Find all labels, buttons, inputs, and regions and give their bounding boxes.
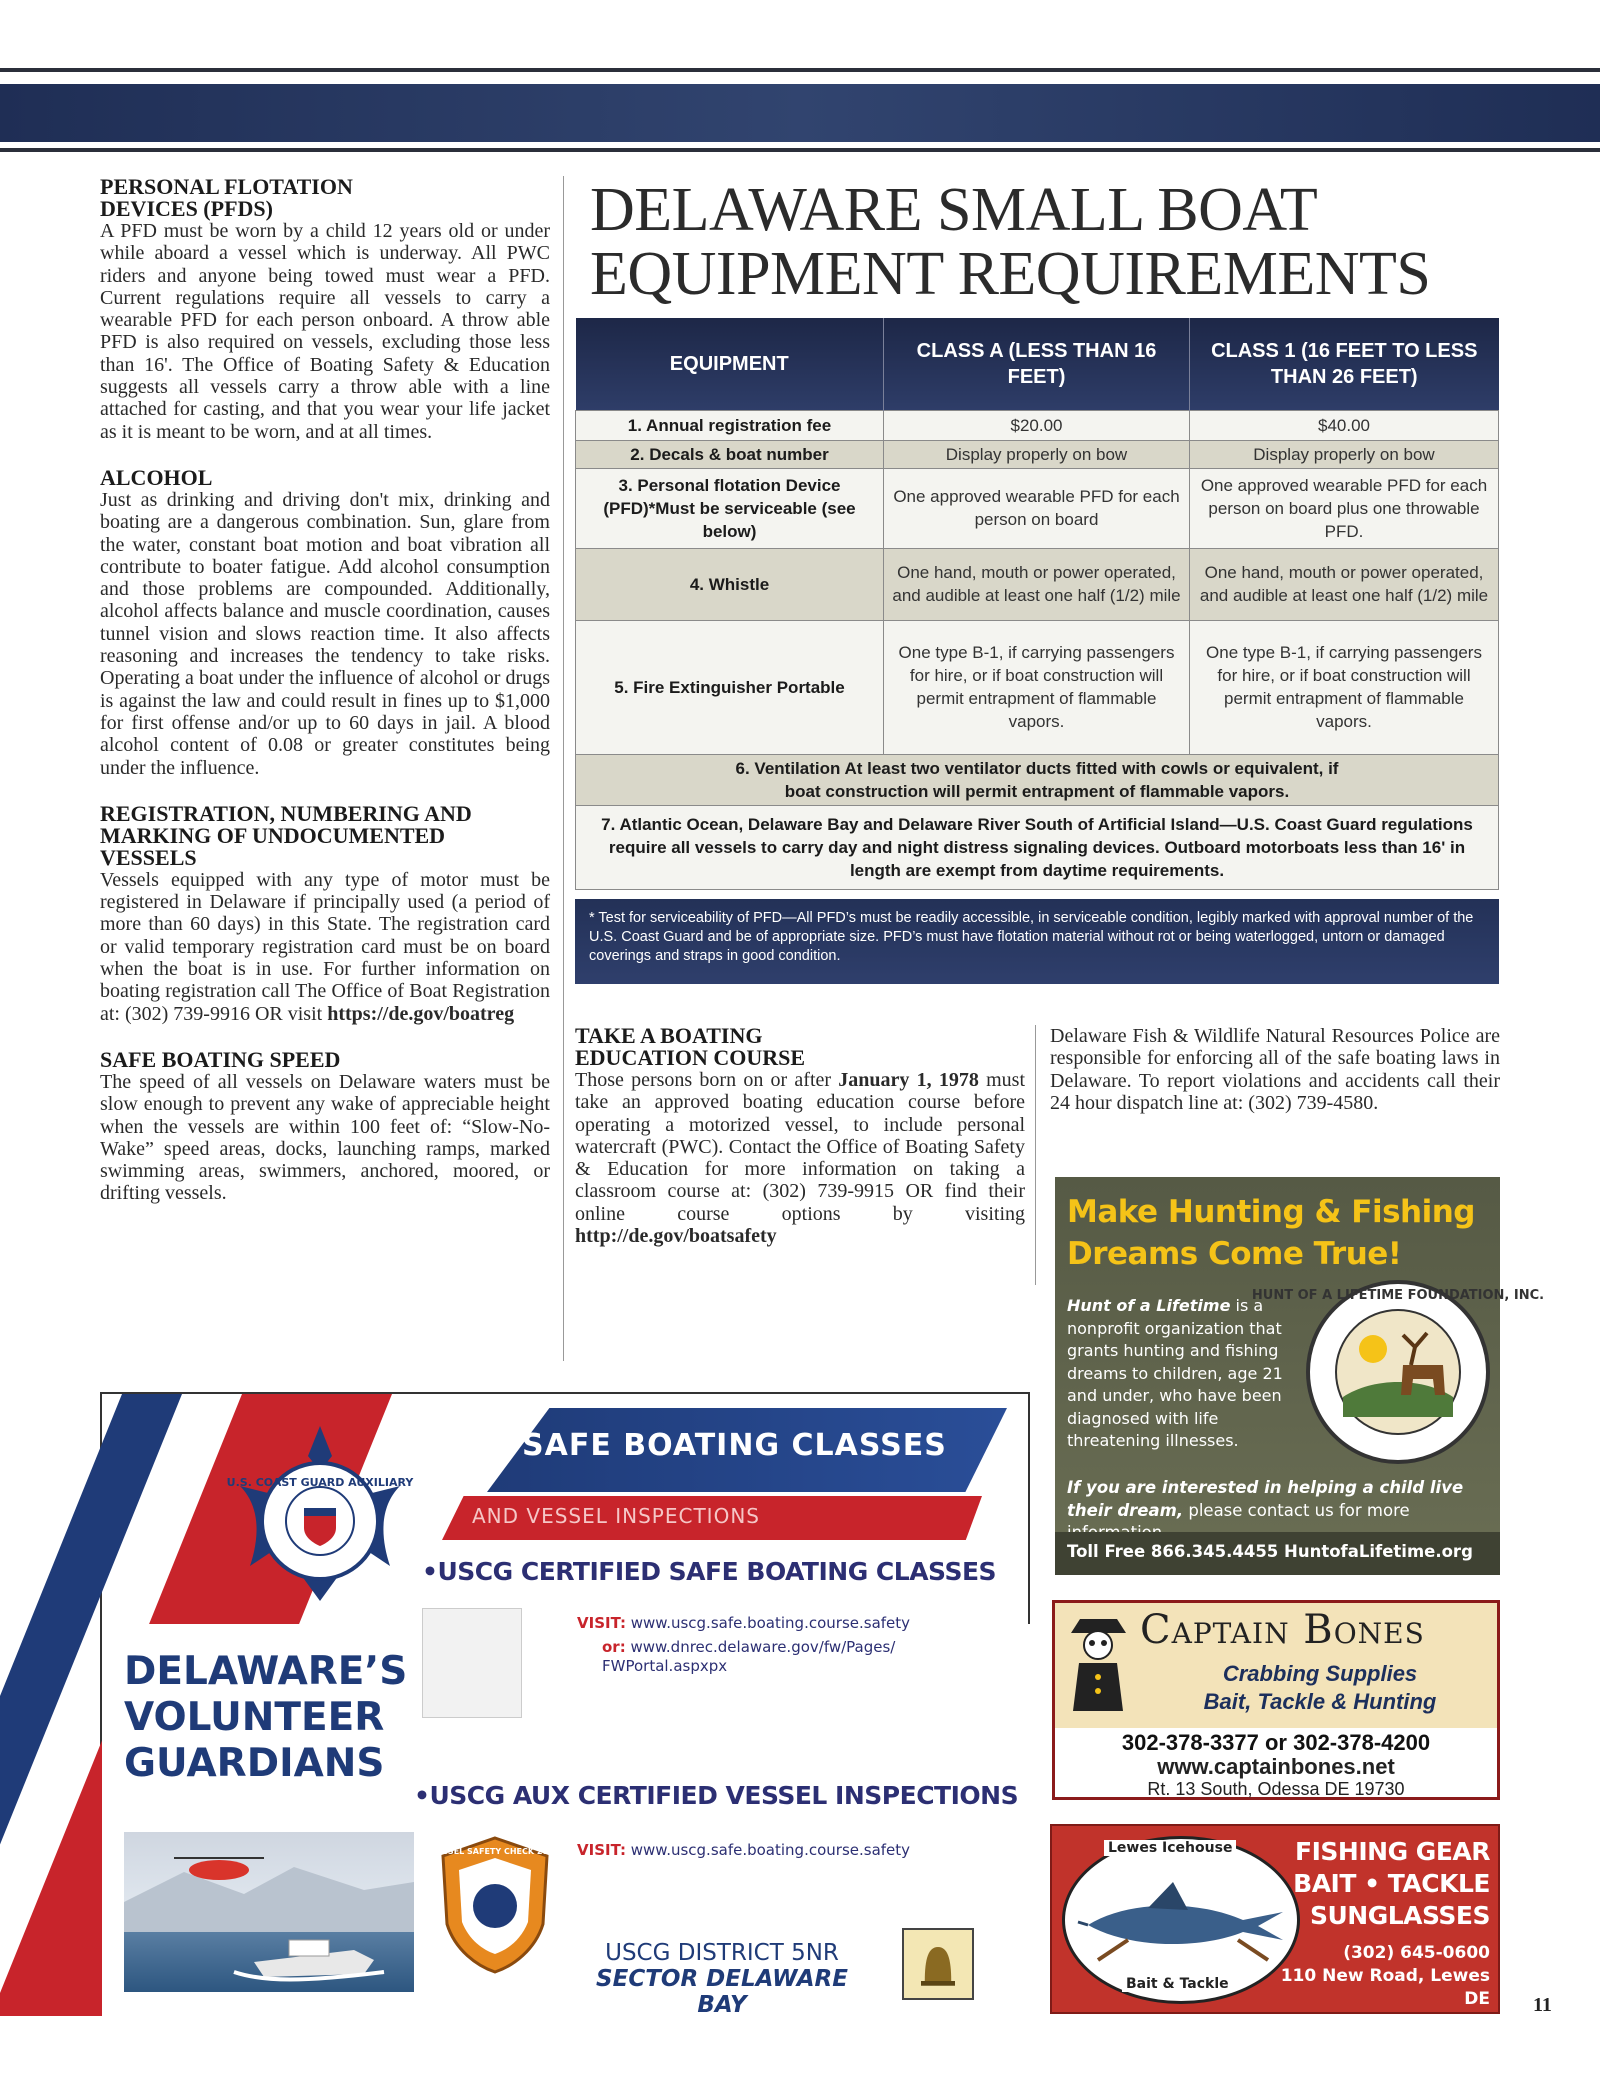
row-class-a: One hand, mouth or power operated, and audible at least one half (1/2) mile (884, 548, 1190, 620)
equipment-title-line2: EQUIPMENT REQUIREMENTS (590, 240, 1431, 308)
classes-banner-text: SAFE BOATING CLASSES (522, 1428, 947, 1463)
education-body (575, 1069, 1025, 1247)
or-label: or: (602, 1638, 626, 1656)
table-row (576, 805, 1499, 889)
helicopter-boat-illustration (124, 1832, 414, 1992)
enforcement-body: Delaware Fish & Wildlife Natural Resources Police are responsible for enforcing all of the safe boating laws in Delaware. To report violations and accidents call their 24 hour dispatch line at: (302) 739-4580. (1050, 1025, 1500, 1114)
row-distress-signals: 7. Atlantic Ocean, Delaware Bay and Delaware River South of Artificial Island—U.S. Coast Guard regulations require all vessels to carry day and night distress signaling devices. Outboard motorboats less than 16' in length are exempt from daytime requirements. (576, 805, 1499, 889)
row-class-a: One type B-1, if carrying passengers for hire, or if boat construction will permit entrapment of flammable vapors. (884, 620, 1190, 754)
bell-icon (904, 1930, 972, 1998)
tagline-1: Crabbing Supplies (1222, 1661, 1418, 1686)
badge-text: VESSEL SAFETY CHECK 2016 (430, 1847, 560, 1856)
row-class-1: One hand, mouth or power operated, and audible at least one half (1/2) mile (1190, 548, 1499, 620)
row-class-a: One approved wearable PFD for each person on board (884, 468, 1190, 548)
hunt-ad-body (1067, 1295, 1307, 1453)
captain-bones-name: Captain Bones (1140, 1607, 1425, 1653)
offering-2: BAIT • TACKLE (1293, 1869, 1490, 1898)
district-label (572, 1940, 872, 2018)
visit-url-3[interactable]: www.uscg.safe.boating.course.safety (630, 1841, 911, 1859)
row-class-1: $40.00 (1190, 410, 1499, 440)
hunt-cta-italic: If you are interested in helping a child live their dream, (1067, 1478, 1464, 1520)
header-class-a: CLASS A (LESS THAN 16 FEET) (884, 318, 1190, 410)
speed-body: The speed of all vessels on Delaware waters must be slow enough to prevent any wake of appreciable height when the vessels are within 100 feet of: “Slow-No-Wake” speed areas, docks, launching ramps, marked swimming areas, swimmers, anchored, moored, or drifting vessels. (100, 1070, 550, 1205)
classes-heading: •USCG CERTIFIED SAFE BOATING CLASSES (422, 1557, 997, 1586)
table-row (576, 468, 1499, 548)
education-text-1: Those persons born on or after (575, 1069, 832, 1091)
visit-url-1[interactable]: www.uscg.safe.boating.course.safety (630, 1614, 911, 1632)
coast-guard-ad[interactable] (100, 1392, 1030, 2018)
icehouse-offerings (1290, 1836, 1490, 1932)
hunt-logo-text: HUNT OF A LIFETIME FOUNDATION, INC. (1251, 1288, 1545, 1303)
hunt-contact[interactable]: Toll Free 866.345.4455 HuntofaLifetime.org (1067, 1542, 1473, 1561)
certificate-image (422, 1608, 522, 1718)
sector-name: SECTOR DELAWARE BAY (596, 1966, 848, 2018)
vessel-safety-check-badge (430, 1834, 560, 1974)
banner-bar (0, 84, 1600, 142)
alcohol-heading: ALCOHOL (100, 464, 213, 490)
left-column (100, 176, 550, 1205)
hunt-foundation-logo (1251, 1277, 1545, 1467)
column-divider (1035, 1025, 1036, 1285)
pfd-body: A PFD must be worn by a child 12 years old or under while aboard a vessel which is underway. All PWC riders and anyone being towed must wear a PFD. Current regulations require all vessels to carry a wearable PFD for each person onboard. A throw able PFD is also required on vessels, excluding those less than 16'. The Office of Boating Safety & Education suggests all vessels carry a throw able with a line attached for casting, and that you wear your life jacket as it is meant to be worn, and at all times. (100, 220, 550, 443)
hunt-ad-footer (1055, 1532, 1500, 1575)
column-divider (563, 176, 564, 1361)
header-equipment: EQUIPMENT (576, 318, 884, 410)
inspections-banner-text: AND VESSEL INSPECTIONS (472, 1504, 760, 1528)
table-row (576, 548, 1499, 620)
education-text-2: must take an approved boating education course before operating a motorized vessel, to include personal watercraft (PWC). Contact the Office of Boating Safety & Education for more information on taking a classroom course at: (302) 739-9915 OR find their online course options by visiting (575, 1069, 1026, 1225)
header-class-1: CLASS 1 (16 FEET TO LESS THAN 26 FEET) (1190, 318, 1499, 410)
icehouse-bait: Bait & Tackle (1122, 1976, 1233, 1992)
page-title: BOATING SAFETY (582, 21, 1018, 77)
visit-line-3[interactable] (577, 1841, 910, 1859)
row-ventilation: 6. Ventilation At least two ventilator ducts fitted with cowls or equivalent, if boat construction will permit entrapment of flammable vapors. (576, 754, 1499, 805)
hunt-of-a-lifetime-ad[interactable] (1055, 1177, 1545, 1575)
liberty-bell-emblem (902, 1928, 974, 2000)
captain-bones-phone[interactable]: 302-378-3377 or 302-378-4200 (1121, 1730, 1431, 1755)
table-row (576, 754, 1499, 805)
education-date: January 1, 1978 (838, 1069, 979, 1091)
registration-heading: REGISTRATION, NUMBERING AND MARKING OF UNDOCUMENTED VESSELS (100, 800, 472, 870)
table-row (576, 620, 1499, 754)
icehouse-phone[interactable]: (302) 645-0600 (1343, 1943, 1490, 1963)
district-name: USCG DISTRICT 5NR (605, 1940, 839, 1966)
alcohol-body: Just as drinking and driving don't mix, drinking and boating are a dangerous combination. Sun, glare from the water, constant boat motion and boat vibration all contribute to boater fatigue. Add alcohol consumption and those problems are compounded. Additionally, alcohol affects balance and muscle coordination, causes tunnel vision and slows reaction time. It also affects reasoning and increases the tendency to take risks. Operating a boat under the influence of alcohol or drugs is against the law and could result in fines up to $1,000 for first offense and/or up to 60 days in jail. A blood alcohol content of 0.08 or greater constitutes being under the influence. (100, 488, 550, 779)
captain-bones-website[interactable]: www.captainbones.net (1157, 1754, 1395, 1779)
icehouse-website[interactable]: lewesicehousebaittackle.com (1250, 2012, 1532, 2032)
volunteer-guardians-heading: DELAWARE’S VOLUNTEER GUARDIANS (124, 1649, 408, 1786)
rescue-boat-photo (124, 1832, 414, 1992)
tagline-2: Bait, Tackle & Hunting (1203, 1689, 1437, 1714)
row-item: 3. Personal flotation Device (PFD)*Must be serviceable (see below) (576, 468, 884, 548)
hunt-cta-rest: please contact us for more (1188, 1500, 1410, 1520)
equipment-title-line1: DELAWARE SMALL BOAT (590, 176, 1318, 244)
lewes-icehouse-ad[interactable] (1050, 1824, 1532, 2032)
row-item: 4. Whistle (576, 548, 884, 620)
education-heading: TAKE A BOATING EDUCATION COURSE (575, 1023, 806, 1070)
coast-guard-auxiliary-logo (220, 1416, 420, 1616)
offering-3: SUNGLASSES (1310, 1901, 1490, 1930)
icehouse-name: Lewes Icehouse (1104, 1840, 1236, 1856)
row-class-a: Display properly on bow (884, 440, 1190, 468)
education-column (575, 1025, 1025, 1247)
pfd-heading: PERSONAL FLOTATION DEVICES (PFDS) (100, 174, 353, 221)
equipment-table (575, 318, 1499, 890)
row-class-1: One approved wearable PFD for each person on board plus one throwable PFD. (1190, 468, 1499, 548)
row-class-1: One type B-1, if carrying passengers for hire, or if boat construction will permit entrapment of flammable vapors. (1190, 620, 1499, 754)
registration-body (100, 869, 550, 1025)
inspections-heading: •USCG AUX CERTIFIED VESSEL INSPECTIONS (414, 1781, 1019, 1810)
icehouse-contact (1250, 1942, 1532, 2034)
visit-line-2[interactable] (602, 1638, 982, 1676)
captain-bones-tagline (1145, 1660, 1495, 1716)
page-number: 11 (1533, 1994, 1552, 2016)
pfd-footnote: * Test for serviceability of PFD—All PFD’s must be readily accessible, in serviceable condition, legibly marked with approval number of the U.S. Coast Guard and be of appropriate size. PFD’s must have flotation material without rot or being waterlogged, untorn or damaged coverings and straps in good condition. (575, 899, 1499, 984)
captain-bones-address: Rt. 13 South, Odessa DE 19730 (1147, 1779, 1405, 1799)
table-row (576, 440, 1499, 468)
row-item: 5. Fire Extinguisher Portable (576, 620, 884, 754)
logo-text: U.S. COAST GUARD AUXILIARY (226, 1476, 414, 1489)
row-item: 1. Annual registration fee (576, 410, 884, 440)
registration-link[interactable]: https://de.gov/boatreg (327, 1002, 515, 1025)
hunt-ad-title: Make Hunting & Fishing Dreams Come True! (1067, 1194, 1475, 1272)
visit-label: VISIT: (577, 1841, 626, 1859)
visit-label: VISIT: (577, 1614, 626, 1632)
equipment-title (590, 178, 1490, 306)
hunt-org-name: Hunt of a Lifetime (1067, 1296, 1231, 1315)
visit-url-2[interactable]: www.dnrec.delaware.gov/fw/Pages/ FWPortal.aspxpx (602, 1638, 896, 1675)
captain-bones-ad[interactable] (1052, 1600, 1500, 1800)
education-link[interactable]: http://de.gov/boatsafety (575, 1225, 777, 1248)
visit-line-1[interactable] (577, 1614, 910, 1632)
registration-text: Vessels equipped with any type of motor must be registered in Delaware if principally used (a period of more than 60 days) in this State. The registration card or valid temporary registration card must be on board when the boat is in use. For further information on boating registration call The Office of Boat Registration at: (302) 739-9916 OR visit (100, 868, 550, 1025)
table-row (576, 410, 1499, 440)
speed-heading: SAFE BOATING SPEED (100, 1046, 341, 1072)
row-class-1: Display properly on bow (1190, 440, 1499, 468)
enforcement-column (1050, 1025, 1500, 1114)
section-banner (0, 68, 1600, 152)
offering-1: FISHING GEAR (1295, 1837, 1490, 1866)
row-item: 2. Decals & boat number (576, 440, 884, 468)
row-class-a: $20.00 (884, 410, 1190, 440)
icehouse-address: 110 New Road, Lewes DE (1280, 1966, 1490, 2009)
hunt-body-text: is a nonprofit organization that grants hunting and fishing dreams to children, age 21 and under, who have been diagnosed with life threatening illnesses. (1067, 1296, 1283, 1450)
pirate-skeleton-icon (1061, 1611, 1136, 1723)
